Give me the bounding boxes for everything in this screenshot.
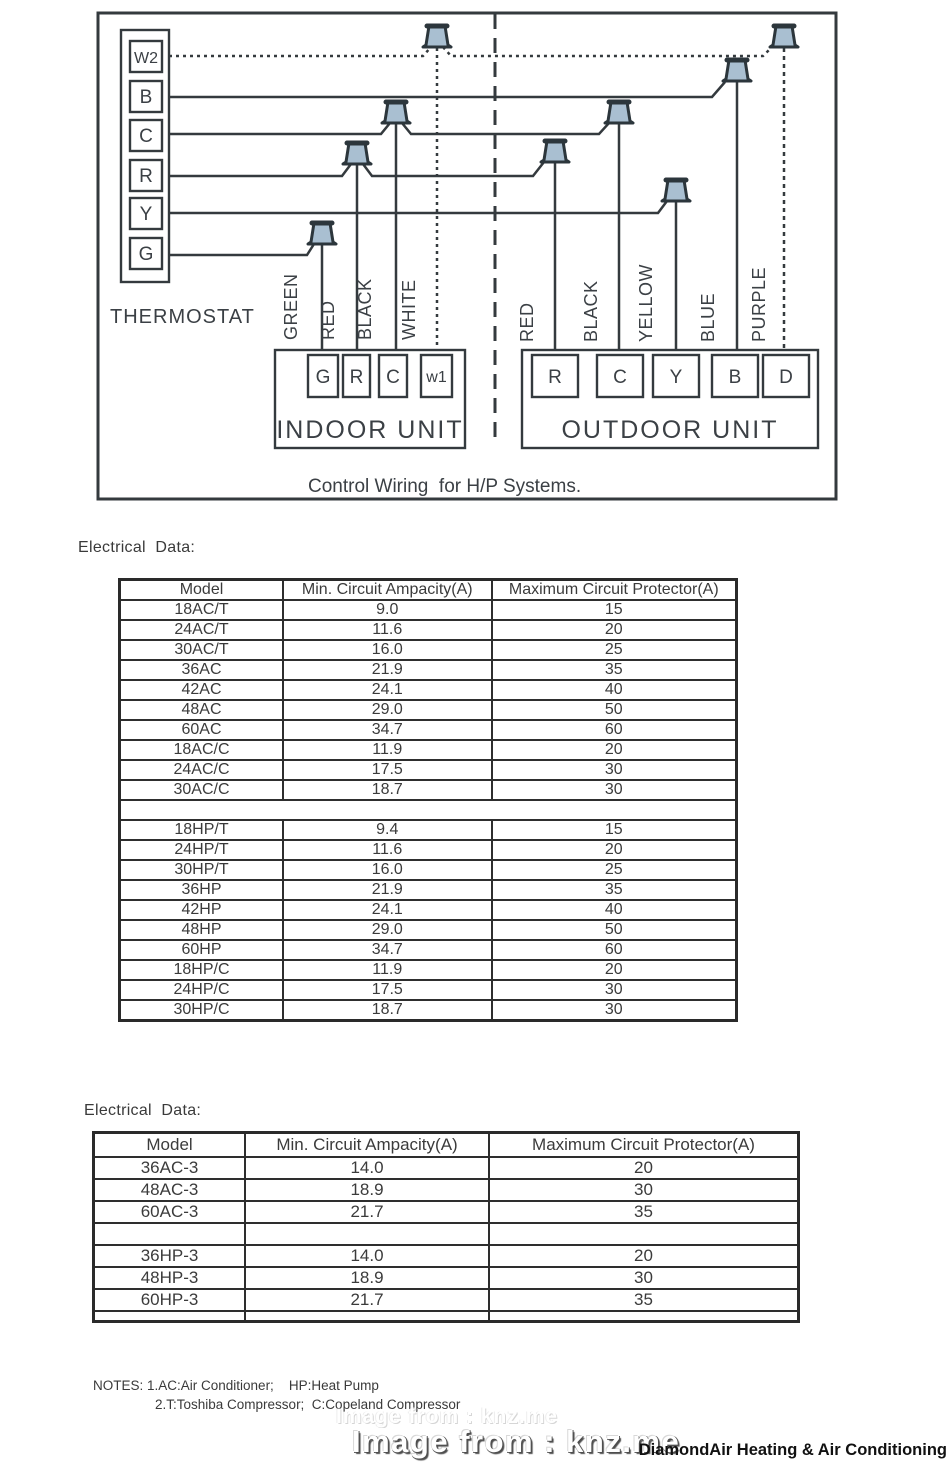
table-row [120,900,737,920]
indoor-wire-labels [281,273,419,340]
value-cell: 60 [492,940,737,960]
section-heading-electrical-data-2: Electrical Data: [84,1102,202,1119]
column-header-model: Model [94,1133,246,1157]
model-cell [94,1311,246,1322]
wire-c-right [402,123,609,134]
wire-b [169,82,725,97]
model-cell: 30HP/C [120,1000,284,1021]
model-cell: 48AC-3 [94,1179,246,1201]
value-cell: 9.4 [283,820,492,840]
column-header-protector: Maximum Circuit Protector(A) [492,580,737,601]
terminal-label-indoor-r: R [349,367,364,388]
model-cell: 60HP [120,940,284,960]
wire-nut [423,26,451,47]
terminal-label-outdoor-y: Y [669,367,683,388]
table-row [120,620,737,640]
watermark: Image from : knz.me [352,1424,681,1459]
outdoor-unit-label: OUTDOOR UNIT [561,416,779,444]
table-row [94,1311,799,1322]
table-row [94,1245,799,1267]
section-heading-electrical-data-1: Electrical Data: [78,539,196,556]
terminal-label-indoor-c: C [386,367,400,388]
indoor-unit-label: INDOOR UNIT [276,416,464,444]
model-cell: 24HP/T [120,840,284,860]
value-cell: 20 [489,1157,799,1179]
wire-label-black: BLACK [355,278,375,340]
terminal-label-b: B [139,87,153,108]
value-cell: 50 [492,920,737,940]
model-cell: 36HP [120,880,284,900]
value-cell: 25 [492,860,737,880]
table-row [120,880,737,900]
value-cell: 24.1 [283,680,492,700]
value-cell [245,1223,489,1245]
terminal-label-outdoor-b: B [728,367,742,388]
value-cell [245,1311,489,1322]
wire-label-black-out: BLACK [581,280,601,342]
value-cell: 24.1 [283,900,492,920]
value-cell: 20 [489,1245,799,1267]
model-cell: 18AC/C [120,740,284,760]
wire-nut [382,102,410,123]
value-cell: 60 [492,720,737,740]
terminal-label-outdoor-c: C [613,367,627,388]
value-cell: 29.0 [283,920,492,940]
model-cell: 24HP/C [120,980,284,1000]
value-cell: 21.9 [283,660,492,680]
column-header-ampacity: Min. Circuit Ampacity(A) [283,580,492,601]
table-row [120,940,737,960]
value-cell: 18.7 [283,780,492,800]
value-cell: 34.7 [283,940,492,960]
brand-text: DiamondAir Heating & Air Conditioning [638,1441,947,1459]
value-cell: 11.9 [283,960,492,980]
terminal-label-r: R [139,166,153,187]
model-cell: 18HP/T [120,820,284,840]
model-cell: 24AC/C [120,760,284,780]
table-row [120,980,737,1000]
value-cell: 35 [489,1201,799,1223]
wire-label-red-out: RED [517,302,537,342]
value-cell: 18.7 [283,1000,492,1021]
value-cell: 30 [492,760,737,780]
electrical-data-table-1 [118,578,738,1022]
terminal-label-outdoor-r: R [548,367,562,388]
model-cell: 18AC/T [120,600,284,620]
watermark-echo: Image from : knz.me [336,1405,559,1428]
table-row [120,760,737,780]
wire-y [169,201,667,213]
table-row [120,640,737,660]
wire-label-yellow: YELLOW [636,263,656,342]
value-cell: 14.0 [245,1245,489,1267]
table-row [94,1267,799,1289]
model-cell: 24AC/T [120,620,284,640]
control-wiring-diagram [0,0,950,515]
thermostat-label: THERMOSTAT [110,306,255,328]
wire-nut [308,223,336,244]
table-row [94,1289,799,1311]
electrical-data-table-2 [92,1131,800,1323]
table-row [120,820,737,840]
table-row [120,920,737,940]
terminal-label-c: C [139,126,153,147]
table-header-row [120,580,737,601]
table-row [120,840,737,860]
wire-nut [723,60,751,81]
model-cell: 42AC [120,680,284,700]
value-cell: 14.0 [245,1157,489,1179]
value-cell: 17.5 [283,980,492,1000]
value-cell: 9.0 [283,600,492,620]
value-cell: 35 [492,660,737,680]
table-row [120,1000,737,1021]
value-cell: 16.0 [283,860,492,880]
thermostat-block [110,30,255,328]
note-line-1: NOTES: 1.AC:Air Conditioner; HP:Heat Pump [93,1378,379,1393]
model-cell: 48HP [120,920,284,940]
value-cell: 30 [489,1267,799,1289]
value-cell: 11.6 [283,840,492,860]
model-cell: 30HP/T [120,860,284,880]
table-row [120,680,737,700]
value-cell: 30 [492,780,737,800]
value-cell: 11.6 [283,620,492,640]
terminal-label-y: Y [139,204,153,225]
value-cell: 50 [492,700,737,720]
model-cell: 60HP-3 [94,1289,246,1311]
table-row [94,1157,799,1179]
table-row [120,780,737,800]
model-cell: 36AC-3 [94,1157,246,1179]
value-cell: 30 [492,980,737,1000]
table-row [94,1201,799,1223]
column-header-model: Model [120,580,284,601]
column-header-ampacity: Min. Circuit Ampacity(A) [245,1133,489,1157]
column-header-protector: Maximum Circuit Protector(A) [489,1133,799,1157]
value-cell: 20 [492,740,737,760]
value-cell: 18.9 [245,1267,489,1289]
model-cell: 36HP-3 [94,1245,246,1267]
wire-nut [541,141,569,162]
table-row [120,660,737,680]
table-row [120,740,737,760]
wire-label-green: GREEN [281,273,301,340]
note-line-2: 2.T:Toshiba Compressor; C:Copeland Compressor [155,1396,461,1412]
value-cell: 21.7 [245,1201,489,1223]
value-cell: 21.9 [283,880,492,900]
table-row [94,1223,799,1245]
value-cell: 25 [492,640,737,660]
value-cell: 18.9 [245,1179,489,1201]
value-cell: 20 [492,620,737,640]
value-cell: 16.0 [283,640,492,660]
wire-nut [343,143,371,164]
value-cell: 40 [492,680,737,700]
outdoor-unit-block [522,350,818,448]
wire-r-right [363,162,544,176]
wire-label-blue: BLUE [698,292,718,342]
model-cell: 18HP/C [120,960,284,980]
value-cell: 15 [492,820,737,840]
wire-g [169,244,314,255]
wire-nut [770,26,798,47]
table-row [120,700,737,720]
table-row [120,960,737,980]
wires [169,47,784,355]
model-cell: 48AC [120,700,284,720]
value-cell: 21.7 [245,1289,489,1311]
value-cell: 11.9 [283,740,492,760]
value-cell: 35 [489,1289,799,1311]
table-header-row [94,1133,799,1157]
wire-r-left [169,164,351,176]
value-cell [489,1311,799,1322]
model-cell: 30AC/C [120,780,284,800]
wire-label-purple: PURPLE [749,266,769,342]
wire-c-left [169,123,390,134]
indoor-unit-block [275,350,465,448]
value-cell: 20 [492,960,737,980]
value-cell: 40 [492,900,737,920]
wire-w2-dotted-left [169,47,431,56]
value-cell: 30 [492,1000,737,1021]
value-cell: 35 [492,880,737,900]
terminal-label-w2: W2 [134,50,158,67]
wire-nut [662,180,690,201]
model-cell: 42HP [120,900,284,920]
table-row [120,800,737,820]
table-row [94,1179,799,1201]
wire-label-white: WHITE [399,279,419,340]
model-cell: 48HP-3 [94,1267,246,1289]
value-cell: 20 [492,840,737,860]
terminal-label-outdoor-d: D [779,367,793,388]
terminal-label-g: G [138,244,154,265]
wire-w2-dotted-right [443,47,772,56]
table-row [120,720,737,740]
spacer-cell [120,800,737,820]
value-cell: 30 [489,1179,799,1201]
model-cell [94,1223,246,1245]
table-row [120,600,737,620]
model-cell: 60AC-3 [94,1201,246,1223]
value-cell: 17.5 [283,760,492,780]
diagram-caption: Control Wiring for H/P Systems. [308,476,582,497]
table-row [120,860,737,880]
wire-nut [605,102,633,123]
model-cell: 60AC [120,720,284,740]
value-cell: 34.7 [283,720,492,740]
value-cell: 29.0 [283,700,492,720]
model-cell: 36AC [120,660,284,680]
model-cell: 30AC/T [120,640,284,660]
terminal-label-indoor-g: G [315,367,331,388]
terminal-label-indoor-w1: w1 [426,369,447,386]
value-cell [489,1223,799,1245]
value-cell: 15 [492,600,737,620]
wire-label-red: RED [318,300,338,340]
